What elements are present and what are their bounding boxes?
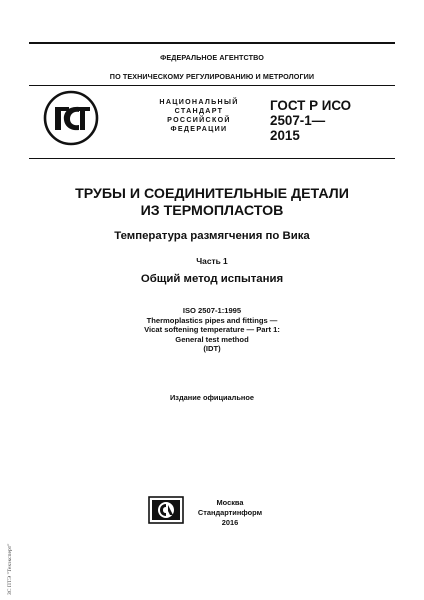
gost-r-logo-icon: [43, 90, 99, 146]
edition-label: Издание официальное: [169, 393, 254, 402]
agency-line-1: ФЕДЕРАЛЬНОЕ АГЕНТСТВО: [160, 53, 264, 62]
national-standard-label: НАЦИОНАЛЬНЫЙ СТАНДАРТ РОССИЙСКОЙ ФЕДЕРАЦИИ: [159, 98, 239, 133]
publisher-info: Москва Стандартинформ 2016: [197, 498, 263, 527]
agency-line-2: ПО ТЕХНИЧЕСКОМУ РЕГУЛИРОВАНИЮ И МЕТРОЛОГИИ: [109, 72, 315, 81]
top-rule: [29, 42, 395, 44]
header-rule: [29, 158, 395, 159]
document-title: ТРУБЫ И СОЕДИНИТЕЛЬНЫЕ ДЕТАЛИ ИЗ ТЕРМОПЛАСТОВ: [75, 186, 349, 219]
method-title: Общий метод испытания: [140, 273, 284, 285]
publisher-logo-icon: [148, 496, 184, 524]
side-watermark: ЗС ПТЭ "Техэксперт": [7, 543, 13, 595]
part-label: Часть 1: [196, 256, 228, 266]
gost-number: ГОСТ Р ИСО 2507-1— 2015: [270, 98, 352, 143]
agency-rule: [29, 85, 395, 86]
document-subtitle: Температура размягчения по Вика: [114, 230, 310, 242]
iso-reference: ISO 2507-1:1995 Thermoplastics pipes and fittings — Vicat softening temperature — Part 1: General test method (IDT): [144, 306, 280, 354]
